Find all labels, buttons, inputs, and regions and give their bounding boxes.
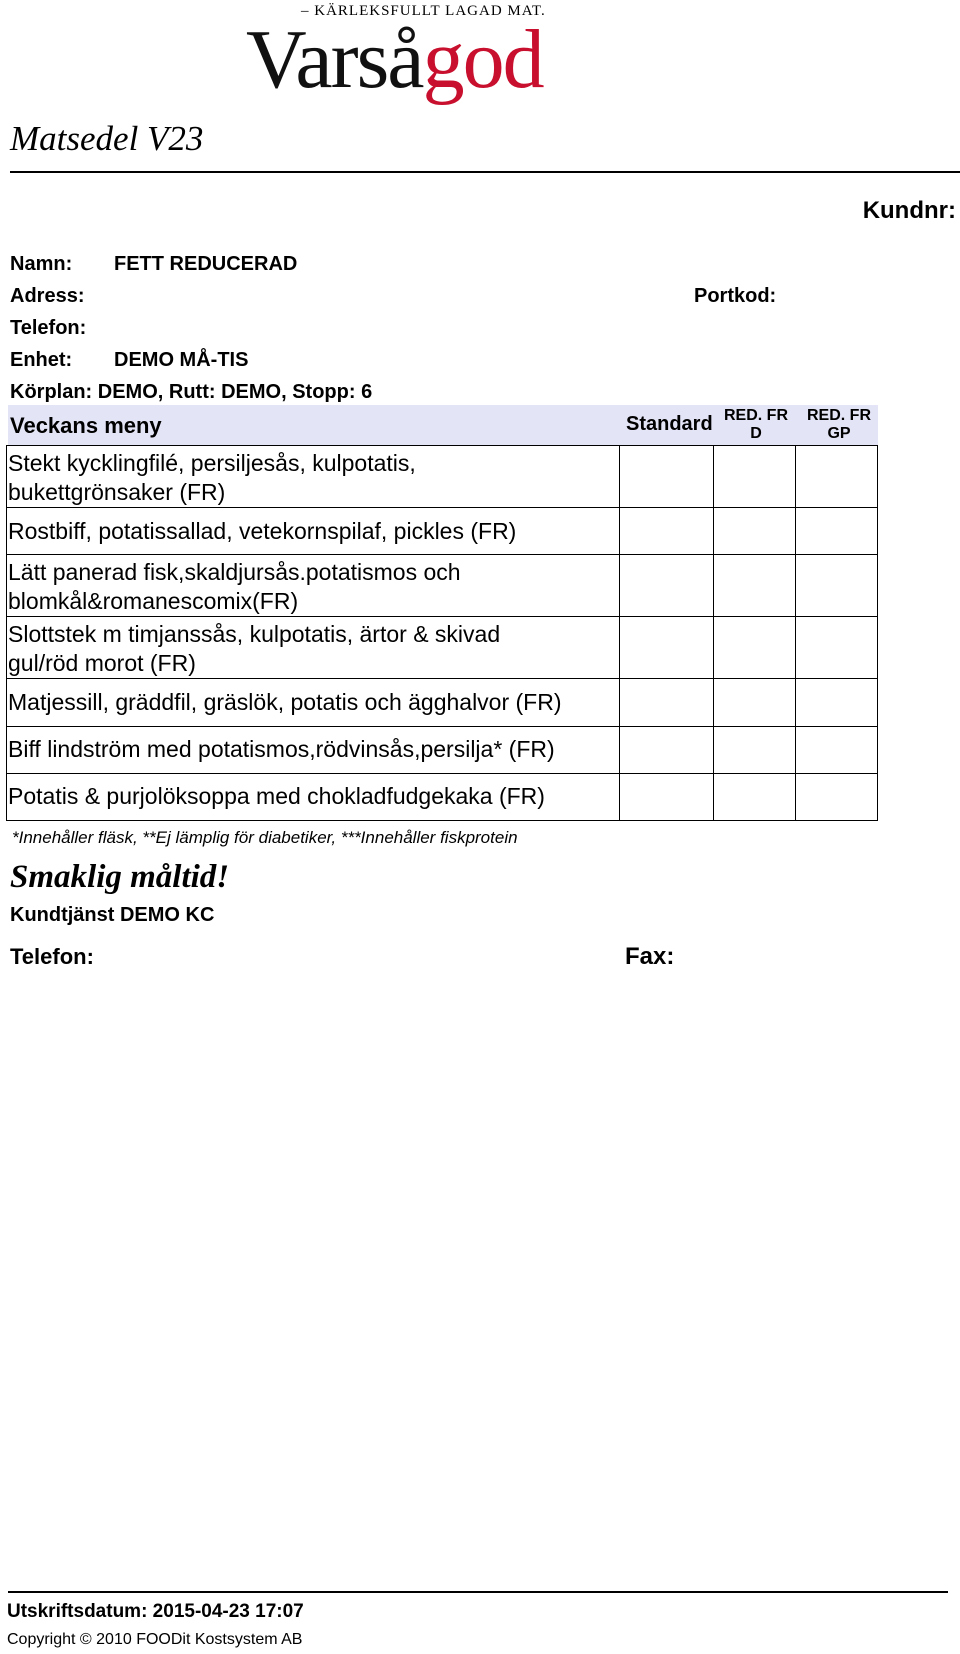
logo-tagline: – KÄRLEKSFULLT LAGAD MAT.	[301, 3, 546, 19]
table-line	[6, 507, 878, 508]
kundnr-label: Kundnr:	[862, 197, 956, 224]
enhet-label: Enhet:	[10, 349, 73, 371]
fax-label: Fax:	[625, 943, 675, 970]
column-standard: Standard	[626, 413, 713, 435]
table-line	[6, 820, 878, 821]
table-line	[6, 616, 878, 617]
table-line	[6, 773, 878, 774]
menu-item: Stekt kycklingfilé, persiljesås, kulpotatis, bukettgrönsaker (FR)	[8, 450, 416, 505]
portkod-label: Portkod:	[694, 285, 777, 307]
table-line	[877, 445, 878, 821]
table-line	[619, 445, 620, 821]
copyright: Copyright © 2010 FOODit Kostsystem AB	[7, 1631, 303, 1648]
menu-item: Lätt panerad fisk,skaldjursås.potatismos och blomkål&romanescomix(FR)	[8, 559, 461, 614]
table-line	[795, 445, 796, 821]
header-divider	[10, 171, 960, 173]
menu-item: Slottstek m timjanssås, kulpotatis, ärtor & skivad gul/röd morot (FR)	[8, 621, 501, 676]
menu-item: Matjessill, gräddfil, gräslök, potatis och ägghalvor (FR)	[8, 689, 562, 715]
korplan: Körplan: DEMO, Rutt: DEMO, Stopp: 6	[10, 381, 373, 403]
menu-item: Biff lindström med potatismos,rödvinsås,persilja* (FR)	[8, 736, 555, 762]
table-line	[6, 445, 878, 446]
kundtjanst: Kundtjänst DEMO KC	[10, 904, 215, 926]
menu-item: Rostbiff, potatissallad, vetekornspilaf, pickles (FR)	[8, 518, 517, 544]
logo-part-1: Varså	[246, 13, 423, 106]
kundtjanst-telefon-label: Telefon:	[10, 944, 94, 969]
column-red-fr-d: RED. FR D	[724, 407, 788, 442]
enhet-value: DEMO MÅ-TIS	[114, 349, 249, 371]
brand-logo	[246, 0, 543, 120]
menu-item: Potatis & purjolöksoppa med chokladfudgekaka (FR)	[8, 783, 545, 809]
namn-label: Namn:	[10, 253, 73, 275]
print-date: Utskriftsdatum: 2015-04-23 17:07	[7, 1601, 304, 1622]
table-line	[6, 726, 878, 727]
menu-header: Veckans meny	[10, 413, 162, 438]
smaklig-heading: Smaklig måltid!	[10, 859, 230, 895]
table-line	[6, 445, 7, 821]
footnote: *Innehåller fläsk, **Ej lämplig för diabetiker, ***Innehåller fiskprotein	[12, 828, 518, 847]
telefon-label: Telefon:	[10, 317, 87, 339]
page-title: Matsedel V23	[10, 119, 204, 158]
table-line	[6, 554, 878, 555]
adress-label: Adress:	[10, 285, 85, 307]
logo-part-2: god	[422, 13, 543, 106]
footer-divider	[8, 1591, 948, 1593]
table-line	[6, 678, 878, 679]
column-red-fr-gp: RED. FR GP	[807, 407, 871, 442]
table-line	[713, 445, 714, 821]
namn-value: FETT REDUCERAD	[114, 253, 298, 275]
